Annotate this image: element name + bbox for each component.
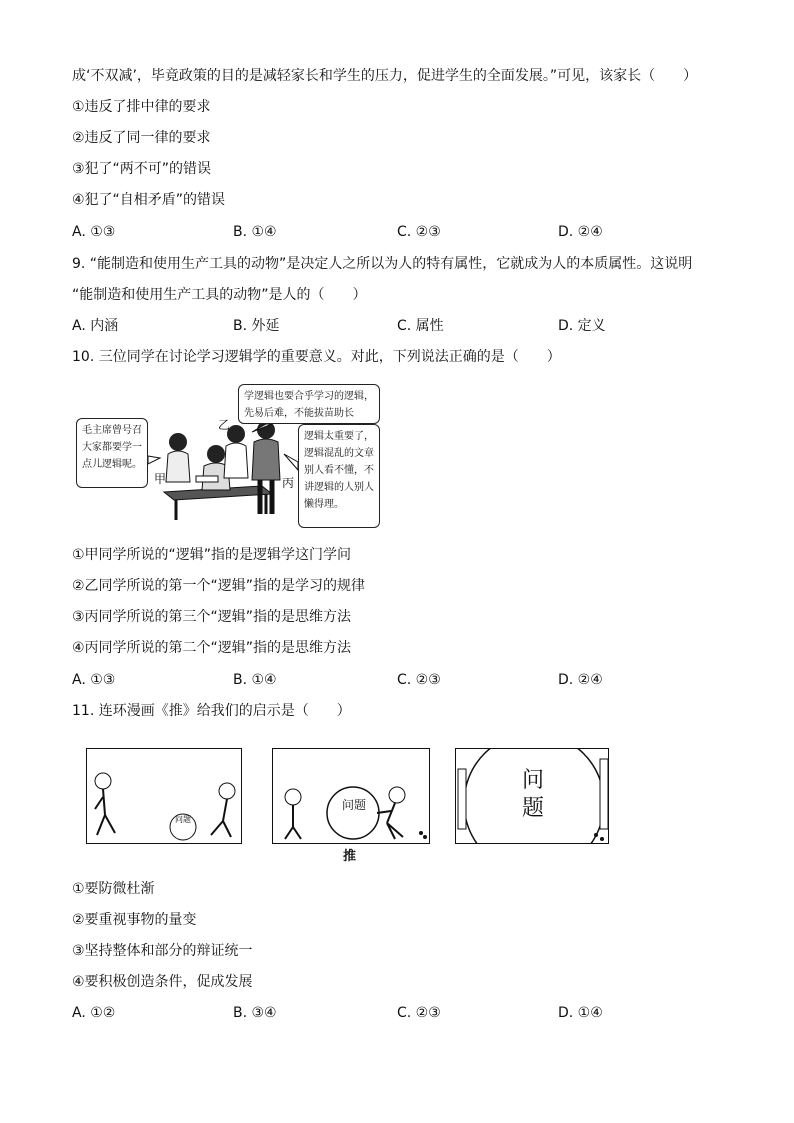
q10-options xyxy=(72,670,732,690)
q9-option-a[interactable]: A. 内涵 xyxy=(72,318,119,334)
q10-item-3: ③丙同学所说的第三个“逻辑”指的是思维方法 xyxy=(72,609,352,625)
q8-stem-tail: 成‘不双减’，毕竟政策的目的是减轻家长和学生的压力，促进学生的全面发展。”可见，该家长（ ） xyxy=(72,68,698,84)
q9-option-b[interactable]: B. 外延 xyxy=(233,318,280,334)
bubble-bing: 逻辑太重要了，逻辑混乱的文章别人看不懂，不讲逻辑的人别人懒得理。 xyxy=(298,424,380,528)
label-jia: 甲 xyxy=(154,472,167,486)
q9-option-c[interactable]: C. 属性 xyxy=(397,318,444,334)
q8-item-3: ③犯了“两不可”的错误 xyxy=(72,161,212,177)
q10-option-a[interactable]: A. ①③ xyxy=(72,672,116,688)
panel-1-ball-text: 问题 xyxy=(175,815,191,824)
q8-option-a[interactable]: A. ①③ xyxy=(72,224,116,240)
q11-item-3: ③坚持整体和部分的辩证统一 xyxy=(72,943,253,959)
label-yi: 乙 xyxy=(218,418,231,432)
q10-item-1: ①甲同学所说的“逻辑”指的是逻辑学这门学问 xyxy=(72,547,352,563)
q10-item-2: ②乙同学所说的第一个“逻辑”指的是学习的规律 xyxy=(72,578,366,594)
q11-item-2: ②要重视事物的量变 xyxy=(72,912,197,928)
q8-option-b[interactable]: B. ①④ xyxy=(233,224,277,240)
bubble-jia: 毛主席曾号召大家都要学一点儿逻辑呢。 xyxy=(76,418,148,488)
q8-item-1: ①违反了排中律的要求 xyxy=(72,99,211,115)
q10-option-d[interactable]: D. ②④ xyxy=(558,672,603,688)
q9-options xyxy=(72,316,732,336)
comic-panel-2 xyxy=(272,748,430,844)
q10-option-c[interactable]: C. ②③ xyxy=(397,672,441,688)
panel-1-drawing xyxy=(87,749,242,844)
comic-caption: 推 xyxy=(343,849,357,864)
panel-2-ball-text: 问题 xyxy=(341,798,366,812)
q11-option-a[interactable]: A. ①② xyxy=(72,1005,116,1021)
q11-option-b[interactable]: B. ③④ xyxy=(233,1005,277,1021)
q10-option-b[interactable]: B. ①④ xyxy=(233,672,277,688)
q11-item-4: ④要积极创造条件，促成发展 xyxy=(72,974,253,990)
q10-stem: 10. 三位同学在讨论学习逻辑学的重要意义。对此，下列说法正确的是（ ） xyxy=(72,349,561,365)
comic-panel-3 xyxy=(455,748,609,844)
q9-stem-line2: “能制造和使用生产工具的动物”是人的（ ） xyxy=(72,287,367,303)
q11-option-c[interactable]: C. ②③ xyxy=(397,1005,441,1021)
q11-stem: 11. 连环漫画《推》给我们的启示是（ ） xyxy=(72,703,351,719)
q8-option-c[interactable]: C. ②③ xyxy=(397,224,441,240)
q11-options xyxy=(72,1003,732,1023)
q8-option-d[interactable]: D. ②④ xyxy=(558,224,603,240)
label-bing: 丙 xyxy=(282,476,295,490)
q11-option-d[interactable]: D. ①④ xyxy=(558,1005,603,1021)
q8-item-4: ④犯了“自相矛盾”的错误 xyxy=(72,192,226,208)
q10-illustration xyxy=(76,382,380,530)
comic-panel-1 xyxy=(86,748,242,844)
q9-stem-line1: 9. “能制造和使用生产工具的动物”是决定人之所以为人的特有属性，它就成为人的本质属性。这说明 xyxy=(72,256,693,272)
q10-item-4: ④丙同学所说的第二个“逻辑”指的是思维方法 xyxy=(72,640,352,656)
q8-item-2: ②违反了同一律的要求 xyxy=(72,130,211,146)
q9-option-d[interactable]: D. 定义 xyxy=(558,318,606,334)
panel-3-ball-text: 问题 xyxy=(521,768,544,821)
q11-item-1: ①要防微杜渐 xyxy=(72,881,155,897)
q8-options xyxy=(72,222,732,242)
bubble-yi: 学逻辑也要合乎学习的逻辑， 先易后难，不能拔苗助长 xyxy=(238,384,380,424)
